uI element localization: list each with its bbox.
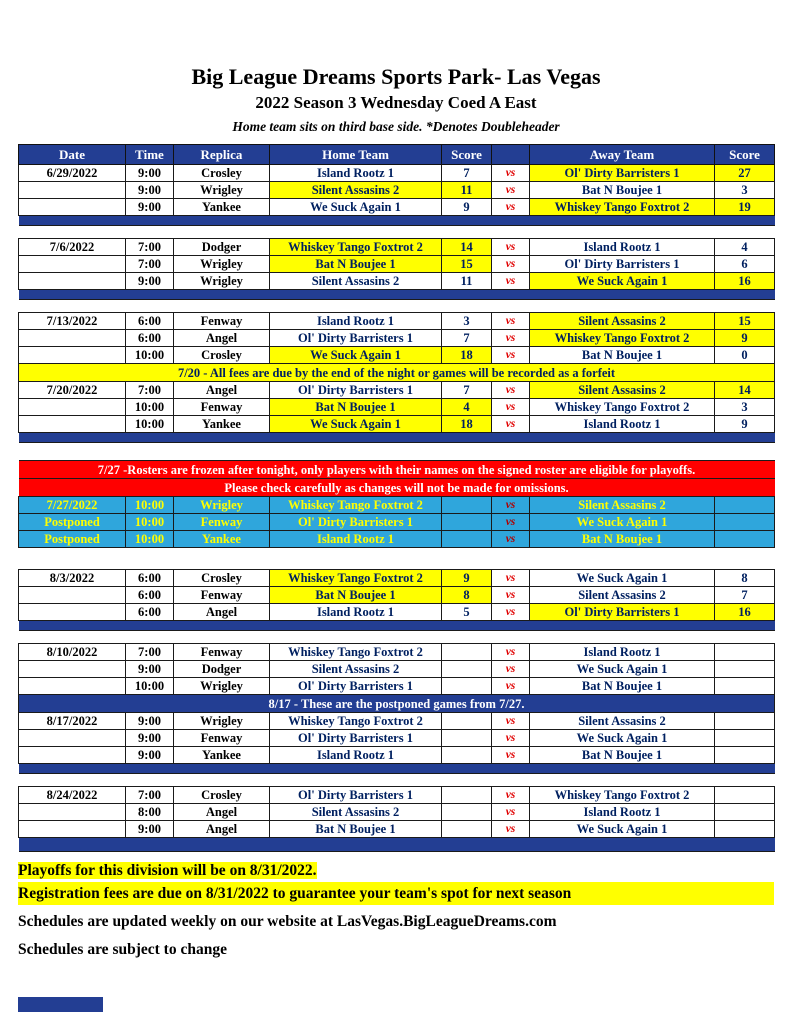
separator-band (19, 764, 775, 774)
column-header-date: Date (19, 145, 126, 165)
away-score-cell: 4 (715, 239, 775, 256)
home-score-cell: 3 (442, 313, 492, 330)
away-score-cell (715, 787, 775, 804)
game-time-cell: 10:00 (126, 531, 174, 548)
separator-row (19, 764, 775, 774)
away-score-cell (715, 821, 775, 838)
home-score-cell: 7 (442, 330, 492, 347)
away-score-cell: 16 (715, 604, 775, 621)
away-team-cell: Island Rootz 1 (530, 804, 715, 821)
game-row (19, 804, 775, 821)
away-score-cell: 9 (715, 416, 775, 433)
game-row (19, 713, 775, 730)
away-team-cell: We Suck Again 1 (530, 821, 715, 838)
replica-cell: Fenway (174, 730, 270, 747)
postponed-game-row (19, 514, 775, 531)
away-team-cell: We Suck Again 1 (530, 273, 715, 290)
vs-cell: vs (492, 497, 530, 514)
game-row (19, 165, 775, 182)
away-team-cell: Silent Assasins 2 (530, 382, 715, 399)
away-score-cell (715, 678, 775, 695)
vs-cell: vs (492, 730, 530, 747)
game-time-cell: 10:00 (126, 497, 174, 514)
home-score-cell: 9 (442, 570, 492, 587)
separator-row (19, 838, 775, 852)
replica-cell: Dodger (174, 239, 270, 256)
away-score-cell (715, 713, 775, 730)
game-time-cell: 6:00 (126, 313, 174, 330)
game-date-cell (19, 182, 126, 199)
replica-cell: Crosley (174, 347, 270, 364)
away-score-cell: 16 (715, 273, 775, 290)
gap-band (19, 774, 775, 787)
vs-cell: vs (492, 644, 530, 661)
away-score-cell (715, 497, 775, 514)
game-time-cell: 6:00 (126, 604, 174, 621)
home-score-cell (442, 730, 492, 747)
separator-band (19, 290, 775, 300)
away-team-cell: We Suck Again 1 (530, 661, 715, 678)
home-team-note: Home team sits on third base side. *Denotes Doubleheader (232, 119, 560, 134)
replica-cell: Crosley (174, 165, 270, 182)
replica-cell: Wrigley (174, 273, 270, 290)
game-time-cell: 7:00 (126, 787, 174, 804)
game-date-cell: Postponed (19, 514, 126, 531)
vs-cell: vs (492, 256, 530, 273)
replica-cell: Wrigley (174, 713, 270, 730)
postponed-game-row (19, 497, 775, 514)
gap-row (19, 443, 775, 461)
away-score-cell (715, 747, 775, 764)
footer-registration-note: Registration fees are due on 8/31/2022 to guarantee your team's spot for next season (18, 882, 774, 905)
game-row (19, 382, 775, 399)
home-score-cell (442, 713, 492, 730)
replica-cell: Yankee (174, 416, 270, 433)
game-time-cell: 7:00 (126, 644, 174, 661)
game-row (19, 347, 775, 364)
home-score-cell (442, 514, 492, 531)
game-row (19, 821, 775, 838)
game-row (19, 678, 775, 695)
replica-cell: Fenway (174, 313, 270, 330)
game-time-cell: 10:00 (126, 399, 174, 416)
vs-cell: vs (492, 821, 530, 838)
home-team-cell: Bat N Boujee 1 (270, 821, 442, 838)
column-header-away-score: Score (715, 145, 775, 165)
game-date-cell (19, 661, 126, 678)
notice-row-blue (19, 695, 775, 713)
game-date-cell (19, 256, 126, 273)
vs-cell: vs (492, 416, 530, 433)
home-score-cell: 4 (442, 399, 492, 416)
home-team-cell: Bat N Boujee 1 (270, 256, 442, 273)
column-header-vs (492, 145, 530, 165)
game-time-cell: 6:00 (126, 587, 174, 604)
away-team-cell: We Suck Again 1 (530, 730, 715, 747)
home-team-cell: Ol' Dirty Barristers 1 (270, 514, 442, 531)
replica-cell: Crosley (174, 787, 270, 804)
vs-cell: vs (492, 747, 530, 764)
postponed-game-row (19, 531, 775, 548)
home-team-cell: Ol' Dirty Barristers 1 (270, 382, 442, 399)
home-score-cell: 18 (442, 416, 492, 433)
home-score-cell (442, 531, 492, 548)
home-score-cell: 11 (442, 273, 492, 290)
away-team-cell: We Suck Again 1 (530, 570, 715, 587)
game-row (19, 239, 775, 256)
separator-row (19, 290, 775, 300)
vs-cell: vs (492, 182, 530, 199)
away-score-cell (715, 514, 775, 531)
game-row (19, 273, 775, 290)
away-team-cell: Whiskey Tango Foxtrot 2 (530, 787, 715, 804)
home-team-cell: Island Rootz 1 (270, 313, 442, 330)
away-score-cell (715, 730, 775, 747)
home-team-cell: Silent Assasins 2 (270, 273, 442, 290)
game-row (19, 661, 775, 678)
separator-band (19, 433, 775, 443)
replica-cell: Crosley (174, 570, 270, 587)
home-score-cell: 8 (442, 587, 492, 604)
game-date-cell (19, 678, 126, 695)
game-time-cell: 9:00 (126, 661, 174, 678)
gap-row (19, 300, 775, 313)
vs-cell: vs (492, 347, 530, 364)
home-team-cell: Island Rootz 1 (270, 165, 442, 182)
game-date-cell (19, 416, 126, 433)
away-team-cell: Whiskey Tango Foxtrot 2 (530, 399, 715, 416)
away-score-cell: 7 (715, 587, 775, 604)
game-row (19, 313, 775, 330)
game-row (19, 199, 775, 216)
game-row (19, 787, 775, 804)
home-team-cell: Whiskey Tango Foxtrot 2 (270, 497, 442, 514)
notice-text: 8/17 - These are the postponed games from 7/27. (19, 695, 775, 713)
home-score-cell: 11 (442, 182, 492, 199)
gap-row (19, 774, 775, 787)
away-score-cell (715, 531, 775, 548)
column-header-home-score: Score (442, 145, 492, 165)
home-team-cell: Whiskey Tango Foxtrot 2 (270, 713, 442, 730)
vs-cell: vs (492, 313, 530, 330)
away-team-cell: Ol' Dirty Barristers 1 (530, 165, 715, 182)
separator-row (19, 433, 775, 443)
game-date-cell: Postponed (19, 531, 126, 548)
game-date-cell: 6/29/2022 (19, 165, 126, 182)
away-team-cell: Bat N Boujee 1 (530, 678, 715, 695)
away-team-cell: Silent Assasins 2 (530, 713, 715, 730)
game-date-cell (19, 347, 126, 364)
replica-cell: Fenway (174, 399, 270, 416)
separator-band (19, 838, 775, 852)
home-team-cell: Ol' Dirty Barristers 1 (270, 787, 442, 804)
home-score-cell (442, 661, 492, 678)
away-score-cell: 0 (715, 347, 775, 364)
gap-band (19, 548, 775, 570)
away-team-cell: Bat N Boujee 1 (530, 531, 715, 548)
game-date-cell: 7/20/2022 (19, 382, 126, 399)
game-date-cell: 8/3/2022 (19, 570, 126, 587)
gap-band (19, 443, 775, 461)
game-row (19, 730, 775, 747)
vs-cell: vs (492, 604, 530, 621)
header-row (19, 145, 775, 165)
game-time-cell: 9:00 (126, 713, 174, 730)
replica-cell: Angel (174, 382, 270, 399)
replica-cell: Dodger (174, 661, 270, 678)
game-row (19, 644, 775, 661)
away-team-cell: Bat N Boujee 1 (530, 347, 715, 364)
vs-cell: vs (492, 399, 530, 416)
notice-text: Please check carefully as changes will not be made for omissions. (19, 479, 775, 497)
gap-row (19, 631, 775, 644)
home-team-cell: Ol' Dirty Barristers 1 (270, 678, 442, 695)
notice-text: 7/20 - All fees are due by the end of the night or games will be recorded as a forfeit (19, 364, 775, 382)
vs-cell: vs (492, 382, 530, 399)
game-date-cell: 7/13/2022 (19, 313, 126, 330)
away-score-cell: 8 (715, 570, 775, 587)
away-team-cell: Island Rootz 1 (530, 239, 715, 256)
game-date-cell: 8/10/2022 (19, 644, 126, 661)
replica-cell: Fenway (174, 644, 270, 661)
home-score-cell: 7 (442, 165, 492, 182)
vs-cell: vs (492, 330, 530, 347)
home-score-cell (442, 804, 492, 821)
notice-row-red (19, 479, 775, 497)
notice-text: 7/27 -Rosters are frozen after tonight, only players with their names on the signed roster are eligible for playoffs. (19, 461, 775, 479)
footer-subject-to-change-note: Schedules are subject to change (18, 941, 227, 958)
game-time-cell: 9:00 (126, 165, 174, 182)
schedule-table (18, 144, 775, 852)
replica-cell: Angel (174, 804, 270, 821)
replica-cell: Yankee (174, 531, 270, 548)
vs-cell: vs (492, 165, 530, 182)
vs-cell: vs (492, 661, 530, 678)
home-score-cell (442, 678, 492, 695)
game-time-cell: 10:00 (126, 678, 174, 695)
game-row (19, 587, 775, 604)
home-team-cell: Whiskey Tango Foxtrot 2 (270, 644, 442, 661)
game-time-cell: 9:00 (126, 730, 174, 747)
replica-cell: Angel (174, 604, 270, 621)
away-score-cell: 9 (715, 330, 775, 347)
footer-playoffs-note (18, 859, 774, 882)
vs-cell: vs (492, 587, 530, 604)
vs-cell: vs (492, 678, 530, 695)
home-score-cell (442, 497, 492, 514)
game-row (19, 604, 775, 621)
replica-cell: Fenway (174, 514, 270, 531)
away-score-cell: 15 (715, 313, 775, 330)
game-date-cell (19, 604, 126, 621)
vs-cell: vs (492, 273, 530, 290)
away-team-cell: Silent Assasins 2 (530, 497, 715, 514)
away-score-cell (715, 661, 775, 678)
vs-cell: vs (492, 239, 530, 256)
game-date-cell: 8/17/2022 (19, 713, 126, 730)
separator-band (19, 216, 775, 226)
home-team-cell: Bat N Boujee 1 (270, 587, 442, 604)
footer-playoffs-text: Playoffs for this division will be on 8/31/2022. (18, 862, 317, 879)
footer (18, 859, 774, 1012)
vs-cell: vs (492, 787, 530, 804)
home-team-cell: Silent Assasins 2 (270, 182, 442, 199)
away-score-cell: 3 (715, 182, 775, 199)
game-date-cell: 7/6/2022 (19, 239, 126, 256)
away-team-cell: Ol' Dirty Barristers 1 (530, 256, 715, 273)
game-time-cell: 7:00 (126, 256, 174, 273)
home-team-cell: We Suck Again 1 (270, 416, 442, 433)
game-row (19, 416, 775, 433)
replica-cell: Angel (174, 330, 270, 347)
separator-row (19, 216, 775, 226)
home-score-cell (442, 787, 492, 804)
schedule-body (19, 165, 775, 852)
away-score-cell: 3 (715, 399, 775, 416)
away-team-cell: Bat N Boujee 1 (530, 747, 715, 764)
home-team-cell: Whiskey Tango Foxtrot 2 (270, 239, 442, 256)
game-time-cell: 7:00 (126, 239, 174, 256)
away-team-cell: Ol' Dirty Barristers 1 (530, 604, 715, 621)
replica-cell: Angel (174, 821, 270, 838)
game-time-cell: 9:00 (126, 182, 174, 199)
game-time-cell: 6:00 (126, 330, 174, 347)
game-date-cell (19, 804, 126, 821)
game-row (19, 256, 775, 273)
home-team-cell: Island Rootz 1 (270, 531, 442, 548)
vs-cell: vs (492, 514, 530, 531)
game-date-cell (19, 587, 126, 604)
home-team-cell: Ol' Dirty Barristers 1 (270, 730, 442, 747)
game-time-cell: 9:00 (126, 199, 174, 216)
home-score-cell (442, 821, 492, 838)
home-team-cell: Silent Assasins 2 (270, 804, 442, 821)
home-score-cell: 7 (442, 382, 492, 399)
column-header-home-team: Home Team (270, 145, 442, 165)
away-score-cell: 14 (715, 382, 775, 399)
replica-cell: Fenway (174, 587, 270, 604)
home-score-cell: 15 (442, 256, 492, 273)
replica-cell: Yankee (174, 199, 270, 216)
home-team-cell: We Suck Again 1 (270, 347, 442, 364)
game-time-cell: 8:00 (126, 804, 174, 821)
home-score-cell (442, 747, 492, 764)
gap-band (19, 226, 775, 239)
game-date-cell (19, 199, 126, 216)
game-time-cell: 9:00 (126, 273, 174, 290)
replica-cell: Wrigley (174, 678, 270, 695)
vs-cell: vs (492, 570, 530, 587)
vs-cell: vs (492, 531, 530, 548)
away-score-cell (715, 804, 775, 821)
notice-row-yellow (19, 364, 775, 382)
home-score-cell: 5 (442, 604, 492, 621)
separator-row (19, 621, 775, 631)
home-team-cell: Silent Assasins 2 (270, 661, 442, 678)
home-score-cell: 18 (442, 347, 492, 364)
away-team-cell: Whiskey Tango Foxtrot 2 (530, 330, 715, 347)
game-date-cell (19, 821, 126, 838)
vs-cell: vs (492, 713, 530, 730)
home-team-cell: Whiskey Tango Foxtrot 2 (270, 570, 442, 587)
home-team-cell: Ol' Dirty Barristers 1 (270, 330, 442, 347)
game-row (19, 570, 775, 587)
vs-cell: vs (492, 804, 530, 821)
game-row (19, 399, 775, 416)
game-time-cell: 7:00 (126, 382, 174, 399)
game-date-cell (19, 330, 126, 347)
away-score-cell: 19 (715, 199, 775, 216)
replica-cell: Wrigley (174, 497, 270, 514)
game-row (19, 330, 775, 347)
game-date-cell: 7/27/2022 (19, 497, 126, 514)
away-team-cell: Silent Assasins 2 (530, 587, 715, 604)
gap-row (19, 548, 775, 570)
away-score-cell (715, 644, 775, 661)
replica-cell: Wrigley (174, 256, 270, 273)
column-header-time: Time (126, 145, 174, 165)
away-team-cell: Island Rootz 1 (530, 416, 715, 433)
page-title: Big League Dreams Sports Park- Las Vegas (191, 64, 601, 89)
separator-band (19, 621, 775, 631)
footer-blue-bar (18, 997, 103, 1012)
home-score-cell (442, 644, 492, 661)
away-team-cell: Whiskey Tango Foxtrot 2 (530, 199, 715, 216)
game-date-cell (19, 747, 126, 764)
home-team-cell: Island Rootz 1 (270, 747, 442, 764)
game-time-cell: 10:00 (126, 514, 174, 531)
game-time-cell: 9:00 (126, 747, 174, 764)
away-team-cell: We Suck Again 1 (530, 514, 715, 531)
column-header-away-team: Away Team (530, 145, 715, 165)
away-score-cell: 6 (715, 256, 775, 273)
away-team-cell: Bat N Boujee 1 (530, 182, 715, 199)
home-score-cell: 14 (442, 239, 492, 256)
game-date-cell: 8/24/2022 (19, 787, 126, 804)
away-team-cell: Island Rootz 1 (530, 644, 715, 661)
game-date-cell (19, 730, 126, 747)
vs-cell: vs (492, 199, 530, 216)
home-score-cell: 9 (442, 199, 492, 216)
away-team-cell: Silent Assasins 2 (530, 313, 715, 330)
column-header-replica: Replica (174, 145, 270, 165)
replica-cell: Wrigley (174, 182, 270, 199)
page-subtitle: 2022 Season 3 Wednesday Coed A East (255, 93, 537, 112)
game-time-cell: 10:00 (126, 416, 174, 433)
home-team-cell: Island Rootz 1 (270, 604, 442, 621)
footer-website-note: Schedules are updated weekly on our website at LasVegas.BigLeagueDreams.com (18, 913, 557, 930)
gap-row (19, 226, 775, 239)
home-team-cell: We Suck Again 1 (270, 199, 442, 216)
game-time-cell: 9:00 (126, 821, 174, 838)
away-score-cell: 27 (715, 165, 775, 182)
game-row (19, 182, 775, 199)
replica-cell: Yankee (174, 747, 270, 764)
gap-band (19, 300, 775, 313)
game-date-cell (19, 273, 126, 290)
game-date-cell (19, 399, 126, 416)
game-time-cell: 10:00 (126, 347, 174, 364)
home-team-cell: Bat N Boujee 1 (270, 399, 442, 416)
game-row (19, 747, 775, 764)
gap-band (19, 631, 775, 644)
game-time-cell: 6:00 (126, 570, 174, 587)
notice-row-red (19, 461, 775, 479)
